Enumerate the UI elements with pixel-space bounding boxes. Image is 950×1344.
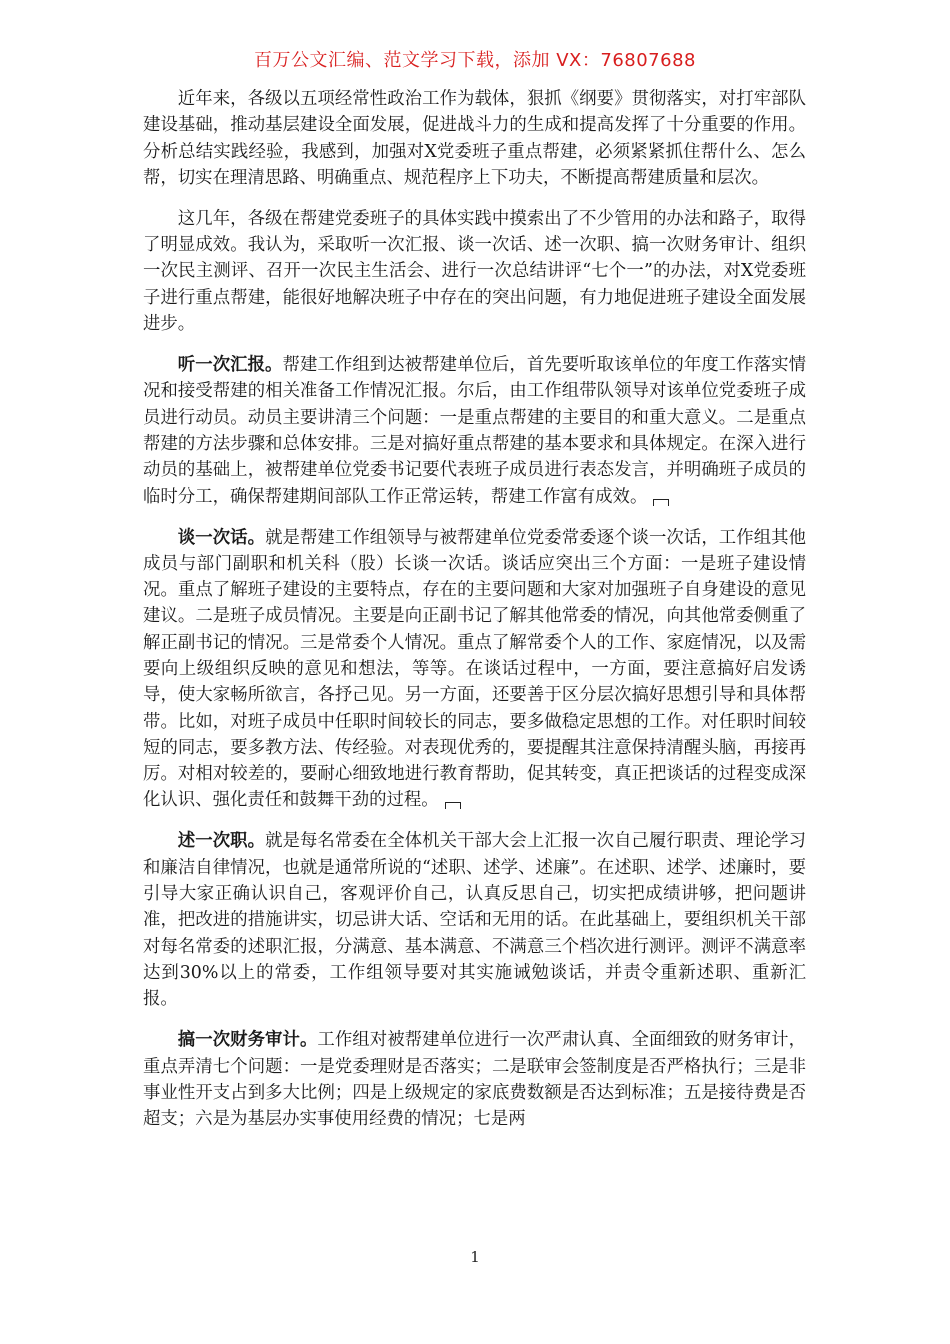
paragraph-text: 这几年，各级在帮建党委班子的具体实践中摸索出了不少管用的办法和路子，取得了明显成效。我认为，采取听一次汇报、谈一次话、述一次职、搞一次财务审计、组织一次民主测评、召开一次民主生活会、进行一次总结讲评“七个一”的办法，对X党委班子进行重点帮建，能很好地解决班子中存在的突出问题，有力地促进班子建设全面发展进步。 — [143, 208, 806, 335]
paragraph-text: 就是每名常委在全体机关干部大会上汇报一次自己履行职责、理论学习和廉洁自律情况，也就是通常所说的“述职、述学、述廉”。在述职、述学、述廉时，要引导大家正确认识自己，客观评价自己，认真反思自己，切实把成绩讲够，把问题讲准，把改进的措施讲实，切忌讲大话、空话和无用的话。在此基础上，要组织机关干部对每名常委的述职汇报，分满意、基本满意、不满意三个档次进行测评。测评不满意率达到30%以上的常委，工作组领导要对其实施诫勉谈话，并责令重新述职、重新汇报。 — [143, 831, 806, 1010]
paragraph-text: 就是帮建工作组领导与被帮建单位党委常委逐个谈一次话，工作组其他成员与部门副职和机关科（股）长谈一次话。谈话应突出三个方面：一是班子建设情况。重点了解班子建设的主要特点，存在的主要问题和大家对加强班子自身建设的意见建议。二是班子成员情况。主要是向正副书记了解其他常委的情况，向其他常委侧重了解正副书记的情况。三是常委个人情况。重点了解常委个人的工作、家庭情况，以及需要向上级组织反映的意见和想法，等等。在谈话过程中，一方面，要注意搞好启发诱导，使大家畅所欲言，各抒己见。另一方面，还要善于区分层次搞好思想引导和具体帮带。比如，对班子成员中任职时间较长的同志，要多做稳定思想的工作。对任职时间较短的同志，要多教方法、传经验。对表现优秀的，要提醒其注意保持清醒头脑，再接再厉。对相对较差的，要耐心细致地进行教育帮助，促其转变，真正把谈话的过程变成深化认识、强化责任和鼓舞干劲的过程。 — [143, 527, 806, 811]
paragraph-lead: 谈一次话。 — [177, 527, 266, 548]
paragraph-audit — [143, 1027, 806, 1132]
paragraph-text: 帮建工作组到达被帮建单位后，首先要听取该单位的年度工作落实情况和接受帮建的相关准备工作情况汇报。尔后，由工作组带队领导对该单位党委班子成员进行动员。动员主要讲清三个问题：一是重点帮建的主要目的和重大意义。二是重点帮建的方法步骤和总体安排。三是对搞好重点帮建的基本要求和具体规定。在深入进行动员的基础上，被帮建单位党委书记要代表班子成员进行表态发言，并明确班子成员的临时分工，确保帮建期间部队工作正常运转，帮建工作富有成效。 — [143, 355, 806, 507]
paragraph-lead: 搞一次财务审计。 — [177, 1030, 318, 1051]
return-mark-icon — [653, 499, 669, 506]
return-mark-icon — [445, 802, 461, 809]
paragraph-report — [143, 352, 806, 510]
page-number: 1 — [470, 1248, 480, 1266]
paragraph-lead: 述一次职。 — [177, 831, 266, 852]
paragraph-lead: 听一次汇报。 — [177, 355, 283, 376]
paragraph-method — [143, 206, 806, 337]
paragraph-intro — [143, 86, 806, 191]
header-banner: 百万公文汇编、范文学习下载，添加 VX：76807688 — [254, 50, 696, 71]
paragraph-text: 近年来，各级以五项经常性政治工作为载体，狠抓《纲要》贯彻落实，对打牢部队建设基础，推动基层建设全面发展，促进战斗力的生成和提高发挥了十分重要的作用。分析总结实践经验，我感到，加强对X党委班子重点帮建，必须紧紧抓住帮什么、怎么帮，切实在理清思路、明确重点、规范程序上下功夫，不断提高帮建质量和层次。 — [143, 89, 806, 188]
document-body — [143, 86, 806, 1147]
paragraph-duty — [143, 828, 806, 1012]
paragraph-text: 工作组对被帮建单位进行一次严肃认真、全面细致的财务审计，重点弄清七个问题：一是党委理财是否落实；二是联审会签制度是否严格执行；三是非事业性开支占到多大比例；四是上级规定的家底费数额是否达到标准；五是接待费是否超支；六是为基层办实事使用经费的情况；七是两 — [143, 1030, 806, 1130]
paragraph-talk — [143, 525, 806, 814]
